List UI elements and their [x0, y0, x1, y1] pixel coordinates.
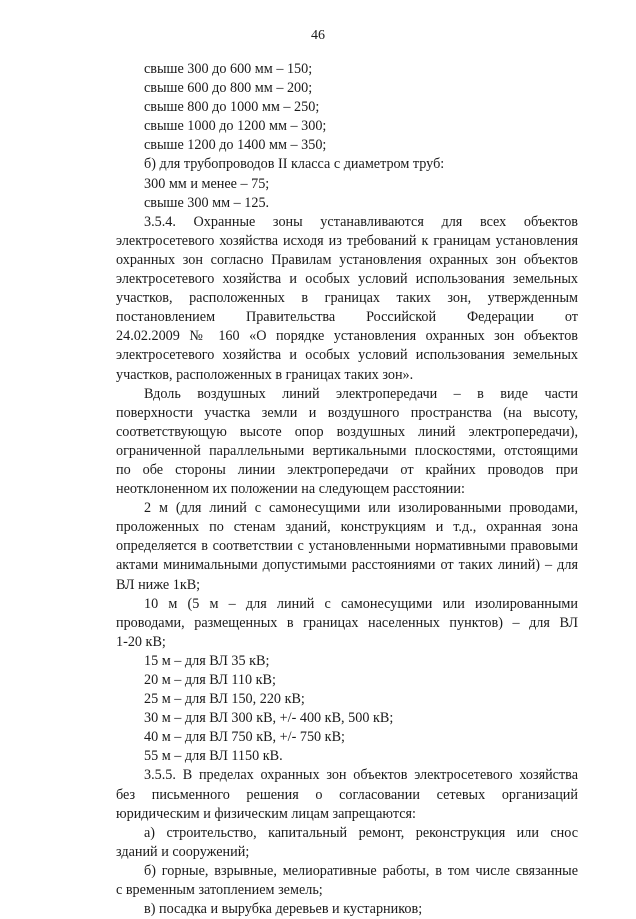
text-line: с временным затоплением земель;	[116, 882, 323, 899]
text-line: постановлением Правительства Российской Федерации от	[116, 309, 578, 326]
text-line: участков, расположенных в границах таких зон».	[116, 366, 414, 383]
text-line: ВЛ ниже 1кВ;	[116, 576, 201, 593]
text-line: определяется в соответствии с установленными нормативными правовыми	[116, 538, 578, 555]
text-line: свыше 600 до 800 мм – 200;	[144, 80, 313, 97]
text-line: б) горные, взрывные, мелиоративные работы, в том числе связанные	[144, 862, 578, 879]
text-line: проводами, размещенных в границах населенных пунктов) – для ВЛ	[116, 614, 578, 631]
text-line: неотклоненном их положении на следующем расстоянии:	[116, 481, 465, 498]
text-line: 300 мм и менее – 75;	[144, 175, 270, 192]
text-line: поверхности участка земли и воздушного пространства (на высоту,	[116, 404, 578, 421]
text-line: а) строительство, капитальный ремонт, реконструкция или снос	[144, 824, 578, 841]
text-line: 3.5.5. В пределах охранных зон объектов электросетевого хозяйства	[144, 767, 578, 784]
text-line: электросетевого хозяйства исходя из требований к границам установления	[116, 232, 578, 249]
text-line: 55 м – для ВЛ 1150 кВ.	[144, 748, 283, 765]
text-line: 25 м – для ВЛ 150, 220 кВ;	[144, 691, 305, 708]
text-line: охранных зон согласно Правилам установления охранных зон объектов	[116, 251, 578, 268]
text-line: 30 м – для ВЛ 300 кВ, +/- 400 кВ, 500 кВ;	[144, 710, 394, 727]
text-line: свыше 1000 до 1200 мм – 300;	[144, 118, 327, 135]
text-line: юридическим и физическим лицам запрещаются:	[116, 805, 416, 822]
text-line: ограниченной параллельными вертикальными плоскостями, отстоящими	[116, 442, 578, 459]
text-line: проложенных по стенам зданий, конструкциям и т.д., охранная зона	[116, 519, 578, 536]
text-line: 10 м (5 м – для линий с самонесущими или изолированными	[144, 595, 578, 612]
text-line: электросетевого хозяйства и особых условий использования земельных	[116, 347, 578, 364]
text-line: 3.5.4. Охранные зоны устанавливаются для всех объектов	[144, 213, 578, 230]
page-number: 46	[311, 28, 325, 43]
text-line: без письменного решения о согласовании сетевых организаций	[116, 786, 578, 803]
text-line: зданий и сооружений;	[116, 843, 250, 860]
text-line: в) посадка и вырубка деревьев и кустарников;	[144, 901, 423, 918]
text-line: 20 м – для ВЛ 110 кВ;	[144, 672, 276, 688]
text-line: свыше 300 до 600 мм – 150;	[144, 61, 313, 77]
text-line: 24.02.2009 № 160 «О порядке установления охранных зон объектов	[116, 328, 578, 345]
text-line: электросетевого хозяйства и особых условий использования земельных	[116, 271, 578, 288]
text-line: участков, расположенных в границах таких зон, утвержденным	[116, 290, 578, 307]
text-line: Вдоль воздушных линий электропередачи – в виде части	[144, 385, 578, 402]
text-line: 2 м (для линий с самонесущими или изолированными проводами,	[144, 500, 578, 517]
text-line: соответствующую высоте опор воздушных линий электропередачи),	[116, 423, 578, 440]
text-line: 1-20 кВ;	[116, 633, 166, 650]
text-line: свыше 1200 до 1400 мм – 350;	[144, 137, 327, 154]
text-line: по обе стороны линии электропередачи от крайних проводов при	[116, 461, 578, 478]
text-line: актами минимальными допустимыми расстояниями от таких линий) – для	[116, 557, 578, 574]
text-line: б) для трубопроводов II класса с диаметром труб:	[144, 156, 445, 173]
text-line: свыше 300 мм – 125.	[144, 194, 270, 211]
text-line: 15 м – для ВЛ 35 кВ;	[144, 652, 270, 669]
text-line: 40 м – для ВЛ 750 кВ, +/- 750 кВ;	[144, 729, 345, 746]
text-line: свыше 800 до 1000 мм – 250;	[144, 99, 320, 116]
document-body	[116, 60, 578, 919]
